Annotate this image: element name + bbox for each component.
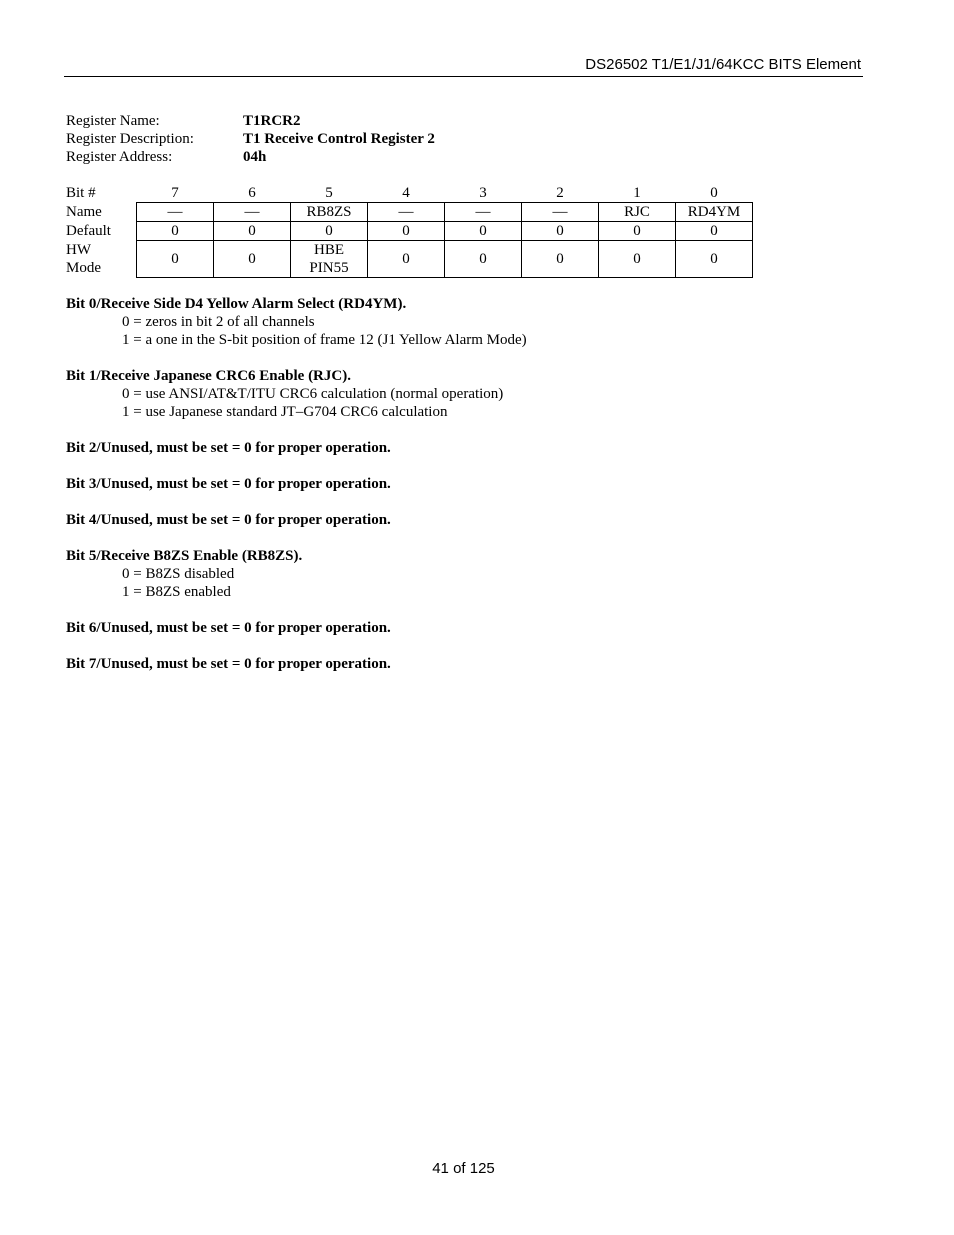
bit-hw-mode-label [64, 241, 137, 278]
register-description-row [66, 130, 435, 148]
bit-name-cell: RB8ZS [291, 203, 368, 222]
bit-description-title: Bit 6/Unused, must be set = 0 for proper operation. [66, 620, 391, 636]
page-header [64, 56, 863, 77]
bit-name-cell: — [137, 203, 214, 222]
bit-description-title: Bit 2/Unused, must be set = 0 for proper operation. [66, 440, 391, 456]
bit-hw-mode-cell [291, 241, 368, 278]
bit-number: 3 [479, 184, 487, 201]
bit-name-cell: — [522, 203, 599, 222]
bit-default-cell: 0 [445, 222, 522, 241]
bit-description-section [66, 511, 527, 529]
register-address-value: 04h [243, 149, 267, 165]
bit-hw-mode-cell: 0 [445, 241, 522, 278]
bit-default-cell: 0 [137, 222, 214, 241]
bit-name-cell: — [445, 203, 522, 222]
register-address-row [66, 148, 435, 166]
bit-description-title: Bit 7/Unused, must be set = 0 for proper operation. [66, 656, 391, 672]
bit-number: 2 [556, 184, 564, 201]
bit-option: 0 = B8ZS disabled [122, 566, 235, 582]
bit-default-cell: 0 [368, 222, 445, 241]
register-info [66, 112, 435, 166]
bit-description-title: Bit 5/Receive B8ZS Enable (RB8ZS). [66, 548, 303, 564]
bit-hw-mode-cell: 0 [368, 241, 445, 278]
bit-number: 0 [710, 184, 718, 201]
bit-name-cell: — [368, 203, 445, 222]
register-name-row [66, 112, 435, 130]
bit-option: 1 = a one in the S-bit position of frame 12 (J1 Yellow Alarm Mode) [122, 332, 527, 348]
bit-description-title: Bit 4/Unused, must be set = 0 for proper operation. [66, 512, 391, 528]
document-title: DS26502 T1/E1/J1/64KCC BITS Element [585, 56, 861, 73]
bit-description-section [66, 619, 527, 637]
hw-mode-line2: PIN55 [309, 260, 349, 276]
register-address-label: Register Address: [66, 149, 173, 165]
hw-mode-line1: HBE [314, 242, 344, 258]
bit-name-row [64, 203, 753, 222]
bit-number: 7 [171, 184, 179, 201]
bit-description-section [66, 439, 527, 457]
bit-description-section [66, 295, 527, 349]
bit-hw-mode-cell: 0 [137, 241, 214, 278]
bit-descriptions [66, 295, 527, 691]
bit-number: 6 [248, 184, 256, 201]
bit-description-title: Bit 1/Receive Japanese CRC6 Enable (RJC). [66, 368, 351, 384]
bit-description-title: Bit 0/Receive Side D4 Yellow Alarm Select (RD4YM). [66, 296, 407, 312]
bit-description-section [66, 475, 527, 493]
bit-default-cell: 0 [214, 222, 291, 241]
bit-default-cell: 0 [599, 222, 676, 241]
register-description-value: T1 Receive Control Register 2 [243, 131, 435, 147]
hw-label-line2: Mode [66, 260, 101, 276]
bit-name-cell: RD4YM [676, 203, 753, 222]
bit-default-label: Default [66, 223, 111, 239]
page-number: 41 of 125 [432, 1160, 495, 1177]
bit-option: 0 = use ANSI/AT&T/ITU CRC6 calculation (normal operation) [122, 386, 504, 402]
register-name-value: T1RCR2 [243, 113, 301, 129]
bit-name-cell: — [214, 203, 291, 222]
bit-default-row [64, 222, 753, 241]
register-description-label: Register Description: [66, 131, 194, 147]
bit-number: 1 [633, 184, 641, 201]
bit-hw-mode-cell: 0 [676, 241, 753, 278]
bit-hw-mode-cell: 0 [214, 241, 291, 278]
bit-number: 4 [402, 184, 410, 201]
bit-hw-mode-row [64, 241, 753, 278]
bit-default-cell: 0 [291, 222, 368, 241]
bit-description-section [66, 655, 527, 673]
bit-description-section [66, 547, 527, 601]
bit-number-row [64, 183, 753, 203]
bit-name-cell: RJC [599, 203, 676, 222]
bit-description-title: Bit 3/Unused, must be set = 0 for proper operation. [66, 476, 391, 492]
bit-option: 0 = zeros in bit 2 of all channels [122, 314, 315, 330]
bit-default-cell: 0 [676, 222, 753, 241]
bit-option: 1 = B8ZS enabled [122, 584, 231, 600]
register-name-label: Register Name: [66, 113, 160, 129]
register-bit-table [64, 183, 753, 278]
bit-number-label: Bit # [66, 184, 96, 201]
bit-number: 5 [325, 184, 333, 201]
bit-hw-mode-cell: 0 [522, 241, 599, 278]
bit-name-label: Name [66, 204, 102, 220]
bit-description-section [66, 367, 527, 421]
bit-option: 1 = use Japanese standard JT–G704 CRC6 calculation [122, 404, 448, 420]
bit-default-cell: 0 [522, 222, 599, 241]
hw-label-line1: HW [66, 242, 91, 258]
bit-hw-mode-cell: 0 [599, 241, 676, 278]
